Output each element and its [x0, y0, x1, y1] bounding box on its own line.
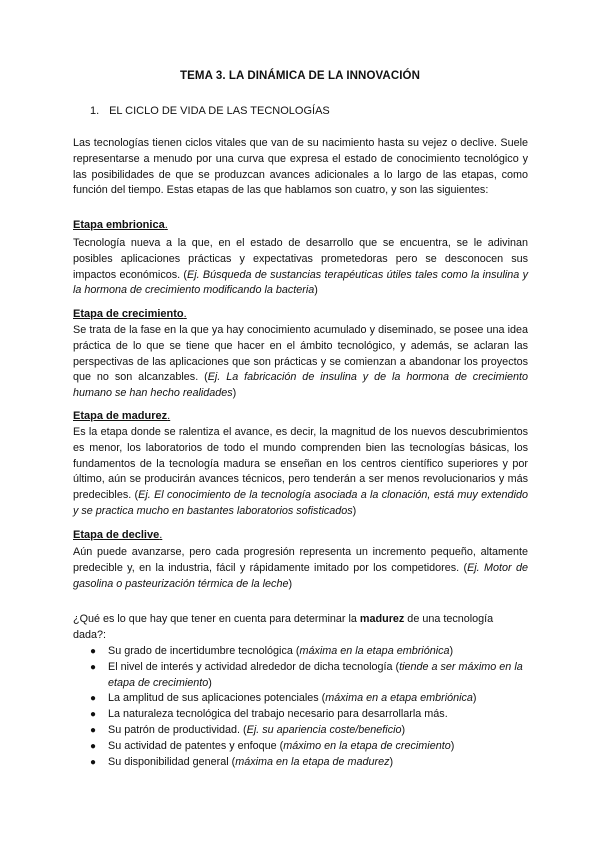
bullet-icon: ●: [90, 693, 97, 705]
stage-close: ): [352, 504, 357, 517]
stage-text-embrionica: [73, 236, 528, 299]
list-item: ● La amplitud de sus aplicaciones potenciales (máxima en a etapa embriónica): [90, 691, 530, 707]
stage-text-crecimiento: [73, 323, 528, 402]
stage-text: Tecnología nueva a la que, en el estado de desarrollo que se encuentra, se le adivinan posibles aplicaciones prácticas y expectativas prometedoras pero se desconocen sus impactos económicos. (: [73, 237, 528, 281]
bullet-icon: ●: [90, 724, 97, 736]
bullet-icon: ●: [90, 646, 97, 657]
question-bold: madurez: [359, 613, 405, 625]
bullet-icon: ●: [90, 756, 97, 768]
stage-text: Se trata de la fase en la que ya hay conocimiento acumulado y diseminado, se posee una idea práctica de lo que se tiene que hacer en el ámbito tecnológico, y además, se aclaran las perspectivas de las aplicaciones que son prácticas y se comienzan a abandonar los proyectos que no son alcanzables. (: [73, 324, 528, 384]
maturity-question: [73, 612, 528, 644]
stage-heading-crecimiento: Etapa de crecimiento.: [73, 308, 187, 320]
stage-heading-label: Etapa embrionica: [73, 219, 165, 231]
stage-heading-label: Etapa de declive: [73, 529, 160, 541]
question-after: de una tecnología dada?:: [73, 613, 494, 641]
stage-example: Ej. Búsqueda de sustancias terapéuticas útiles tales como la insulina y la hormona de crecimiento modificando la bacteria: [73, 268, 528, 297]
list-item: ● Su grado de incertidumbre tecnológica (máxima en la etapa embriónica): [90, 644, 530, 660]
list-item: ● La naturaleza tecnológica del trabajo necesario para desarrollarla más.: [90, 707, 530, 723]
stage-example: Ej. La fabricación de insulina y de la hormona de crecimiento humano se han hecho realidades: [73, 371, 528, 400]
stage-close: ): [232, 387, 237, 400]
stage-text-declive: [73, 545, 528, 592]
stage-close: ): [314, 284, 318, 297]
stage-text: Es la etapa donde se ralentiza el avance, es decir, la magnitud de los nuevos descubrimientos es menor, los laboratorios de todo el mundo comprenden bien las tecnologías básicas, los fundamentos de la tecnología madura se enseñan en los centros científico superiores y por último, aún se producirán avances técnicos, pero tenderán a ser menos revolucionarios y más predecibles. (: [73, 426, 528, 502]
stage-text-madurez: [73, 425, 528, 520]
stage-heading-label: Etapa de madurez: [73, 410, 168, 422]
section-label: EL CICLO DE VIDA DE LAS TECNOLOGÍAS: [109, 105, 330, 117]
stage-heading-label: Etapa de crecimiento: [73, 308, 184, 320]
page-title: TEMA 3. LA DINÁMICA DE LA INNOVACIÓN: [180, 70, 420, 82]
stage-heading-declive: Etapa de declive.: [73, 529, 163, 541]
stage-close: ): [288, 577, 293, 590]
list-item: ● El nivel de interés y actividad alrededor de dicha tecnología (tiende a ser máximo en la etapa de crecimiento): [90, 660, 523, 689]
stage-example: Ej. Motor de gasolina o pasteurización térmica de la leche: [73, 561, 528, 590]
list-item: ● Su patrón de productividad. (Ej. su apariencia coste/beneficio): [90, 723, 530, 739]
stage-heading-embrionica: Etapa embrionica.: [73, 219, 168, 231]
list-item: ● Su actividad de patentes y enfoque (máximo en la etapa de crecimiento): [90, 739, 530, 755]
stage-heading-madurez: Etapa de madurez.: [73, 410, 171, 422]
question-before: ¿Qué es lo que hay que tener en cuenta para determinar la: [73, 613, 360, 625]
intro-paragraph: Las tecnologías tienen ciclos vitales que van de su nacimiento hasta su vejez o declive. Suele representarse a menudo por una curva que expresa el estado de conocimiento tecnológico y las posibilidades de que se produzcan avances adicionales a lo largo de las etapas, como función del tiempo. Estas etapas de las que hablamos son cuatro, y son las siguientes:: [73, 137, 528, 197]
stage-example: Ej. El conocimiento de la tecnología asociada a la clonación, está muy extendido y se practica mucho en bastantes laboratorios sofisticados: [73, 489, 528, 517]
section-heading: [90, 105, 330, 117]
stage-text: Aún puede avanzarse, pero cada progresión representa un incremento pequeño, altamente predecible y, en la industria, fácil y rápidamente imitado por los competidores. (: [73, 546, 528, 574]
bullet-icon: ●: [90, 740, 97, 752]
list-item: ● Su disponibilidad general (máxima en la etapa de madurez): [90, 755, 530, 771]
bullet-icon: ●: [90, 709, 97, 721]
section-number: 1.: [90, 105, 100, 117]
criteria-list: [90, 644, 530, 770]
bullet-icon: ●: [90, 661, 97, 673]
